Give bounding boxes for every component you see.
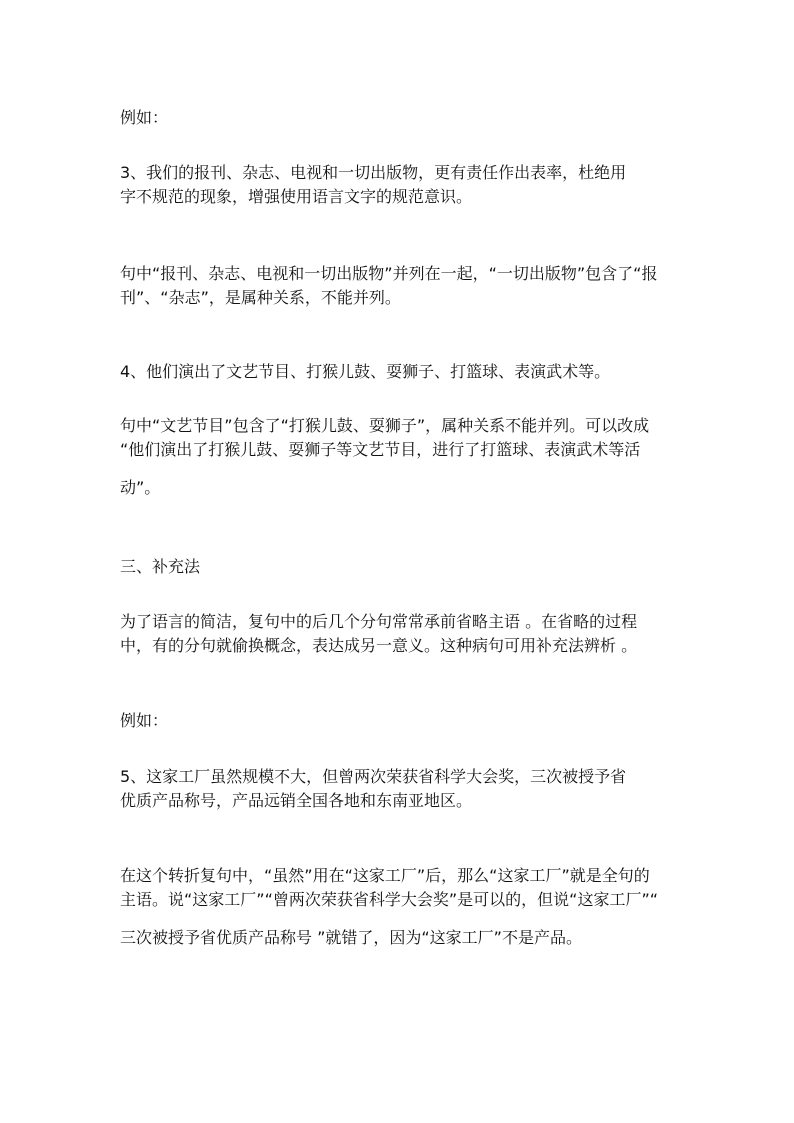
- text-line: 为了语言的简洁，复句中的后几个分句常常承前省略主语 。在省略的过程: [120, 612, 638, 631]
- paragraph-supplement-intro: [120, 610, 680, 672]
- paragraph-example-label-2: [120, 709, 680, 733]
- text-line: 中，有的分句就偷换概念，表达成另一意义。这种病句可用补充法辨析 。: [120, 636, 638, 655]
- paragraph-example-5: [120, 765, 680, 827]
- text-line: 4、他们演出了文艺节目、打猴儿鼓、耍狮子、打篮球、表演武术等。: [120, 362, 611, 381]
- paragraph-explanation-4: [120, 414, 680, 514]
- paragraph-explanation-3: [120, 262, 680, 324]
- text-line: 动”。: [120, 478, 161, 497]
- text-line: 例如：: [120, 108, 169, 127]
- text-line: 5、这家工厂虽然规模不大，但曾两次荣获省科学大会奖，三次被授予省: [120, 767, 627, 786]
- paragraph-explanation-5: [120, 864, 680, 964]
- text-line: 句中“报刊、杂志、电视和一切出版物”并列在一起，“一切出版物”包含了“报: [120, 264, 658, 283]
- text-line: 三、补充法: [120, 557, 201, 576]
- text-line: 刊”、“杂志”，是属种关系，不能并列。: [120, 288, 401, 307]
- text-line: 句中“文艺节目”包含了“打猴儿鼓、耍狮子”，属种关系不能并列。可以改成: [120, 416, 650, 435]
- paragraph-example-3: [120, 161, 680, 223]
- paragraph-example-4: [120, 360, 680, 384]
- text-line: 在这个转折复句中，“虽然”用在“这家工厂”后，那么“这家工厂”就是全句的: [120, 866, 650, 885]
- text-line: “他们演出了打猴儿鼓、耍狮子等文艺节目，进行了打篮球、表演武术等活: [120, 440, 641, 459]
- section-heading-supplement-method: [120, 555, 680, 579]
- paragraph-example-label-1: [120, 106, 680, 130]
- text-line: 三次被授予省优质产品称号 ”就错了，因为“这家工厂”不是产品。: [120, 928, 582, 947]
- text-line: 3、我们的报刊、杂志、电视和一切出版物，更有责任作出表率，杜绝用: [120, 163, 627, 182]
- text-line: 字不规范的现象，增强使用语言文字的规范意识。: [120, 187, 473, 206]
- text-line: 主语。说“这家工厂”“曾两次荣获省科学大会奖”是可以的，但说“这家工厂”“: [120, 890, 659, 909]
- text-line: 优质产品称号，产品远销全国各地和东南亚地区。: [120, 791, 473, 810]
- text-line: 例如：: [120, 711, 169, 730]
